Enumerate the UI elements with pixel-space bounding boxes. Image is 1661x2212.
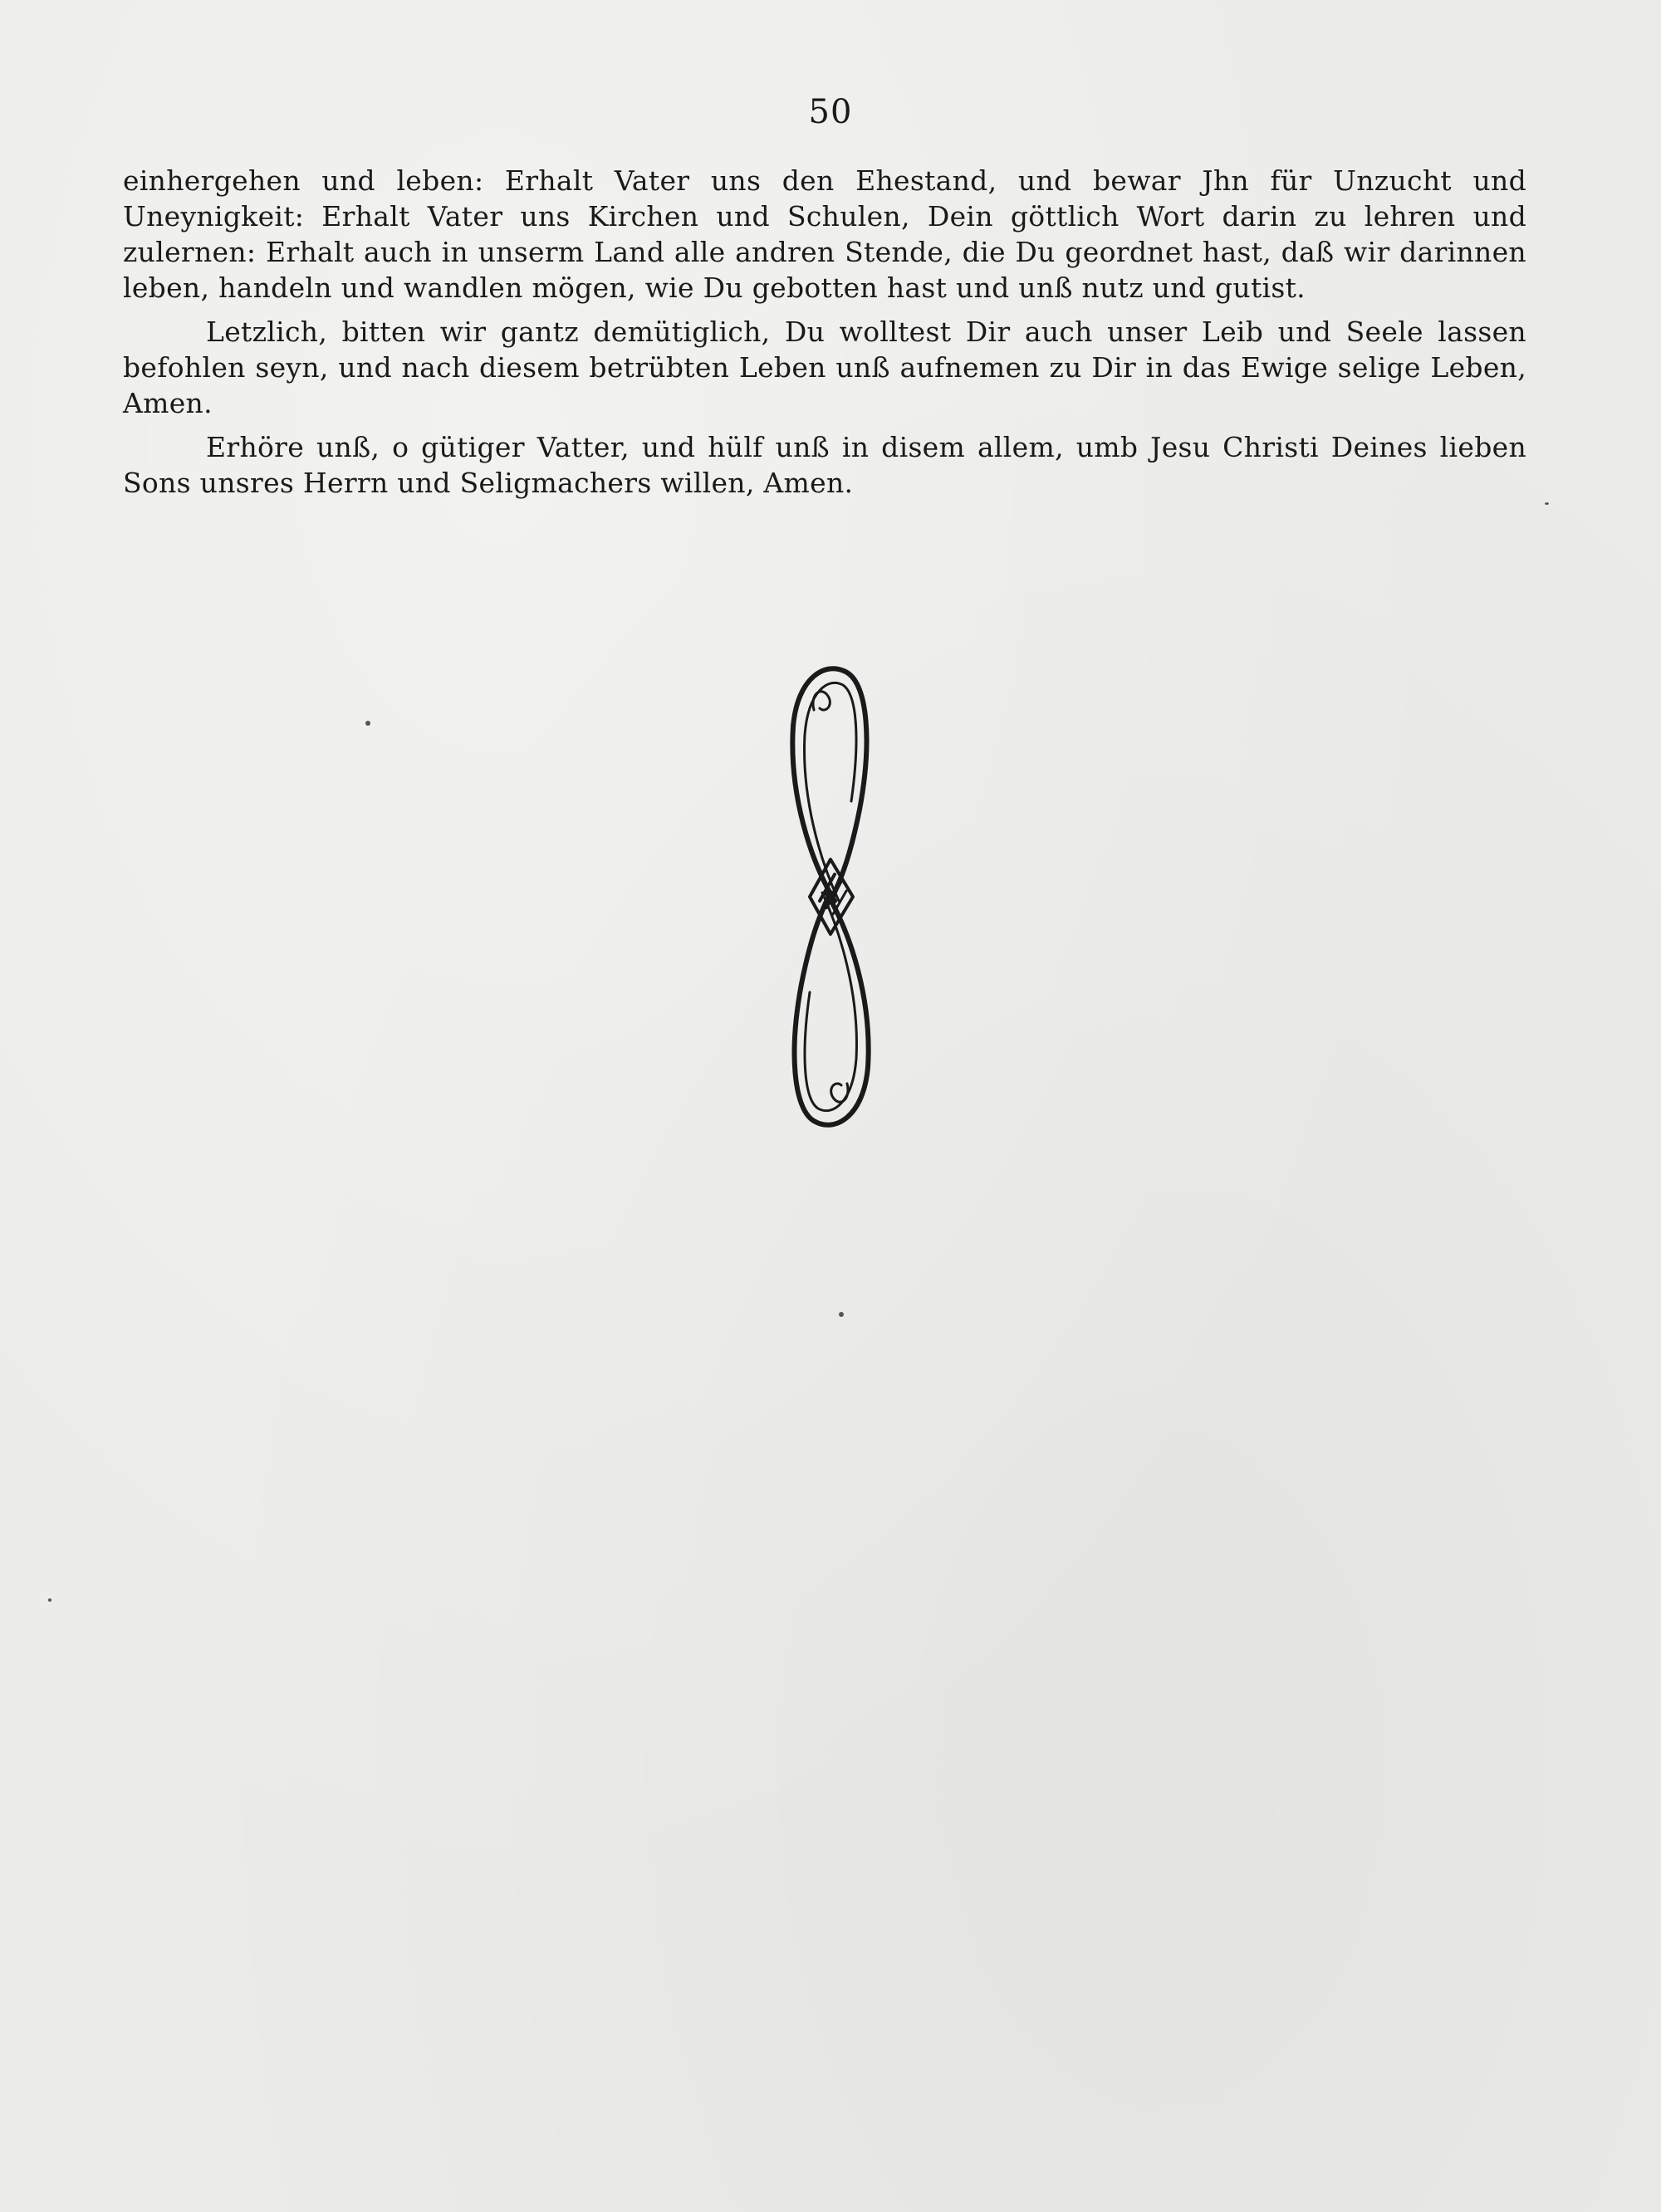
paragraph-letzlich: Letzlich, bitten wir gantz demütiglich, Du wolltest Dir auch unser Leib und Seele lassen befohlen seyn, und nach diesem betrübten Leben unß aufnemen zu Dir in das Ewige selige Leben, Amen. bbox=[123, 316, 1526, 419]
paper-speck bbox=[48, 1598, 51, 1602]
page-number: 50 bbox=[808, 93, 853, 131]
calligraphic-flourish-icon bbox=[777, 652, 884, 1142]
paragraph-erhore: Erhöre unß, o gütiger Vatter, und hülf unß in disem allem, umb Jesu Christi Deines lieben Sons unsres Herrn und Seligmachers willen, Amen. bbox=[123, 431, 1526, 499]
body-text bbox=[123, 163, 1526, 509]
paragraph-continuation: einhergehen und leben: Erhalt Vater uns den Ehestand, und bewar Jhn für Unzucht und Uneynigkeit: Erhalt Vater uns Kirchen und Schulen, Dein göttlich Wort darin zu lehren und zulernen: Erhalt auch in unserm Land alle andren Stende, die Du geordnet hast, daß wir darinnen leben, handeln und wandlen mögen, wie Du gebotten hast und unß nutz und gutist. bbox=[123, 164, 1526, 304]
paper-speck bbox=[1545, 502, 1549, 505]
paper-speck bbox=[365, 721, 370, 726]
paper-speck bbox=[839, 1312, 844, 1317]
